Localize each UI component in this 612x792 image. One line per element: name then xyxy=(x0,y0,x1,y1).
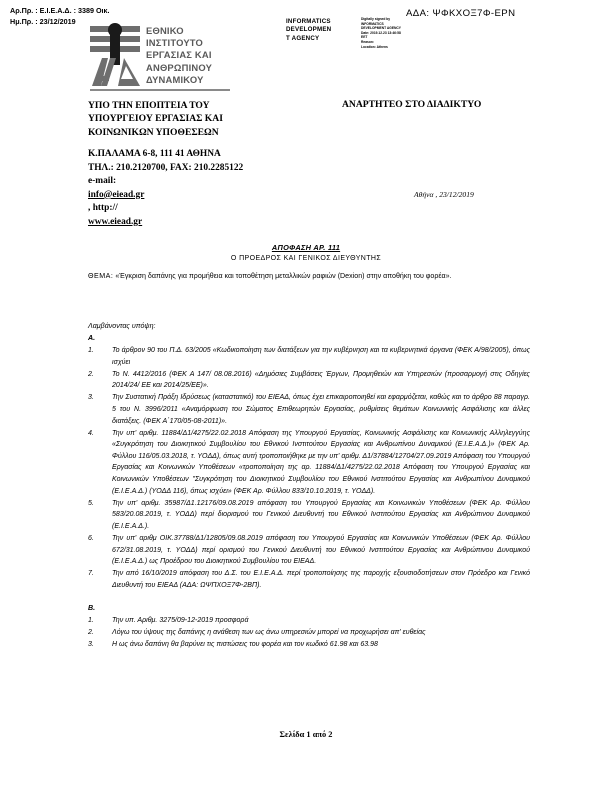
list-item xyxy=(88,392,530,427)
publication-notice: ΑΝΑΡΤΗΤΕΟ ΣΤΟ ΔΙΑΔΙΚΤΥΟ xyxy=(342,99,482,110)
signature-line-4: Date: 2019.12.23 13:46:58 xyxy=(361,30,401,35)
address-street: Κ.ΠΑΛΑΜΑ 6-8, 111 41 ΑΘΗΝΑ xyxy=(88,149,221,159)
list-item xyxy=(88,533,530,568)
logo-line-2: ΙΝΣΤΙΤΟΥΤΟ xyxy=(146,37,204,49)
list-item-text: Την από 16/10/2019 απόφαση του Δ.Σ. του Ε.Ι.Ε.Α.Δ. περί τροποποίησης της παροχής εξουσιοδοτήσεων στον Πρόεδρο και Γενικό Διευθυντή του ΕΙΕΑΔ (ΑΔΑ: ΩΨΠΧΟΞ7Φ-2ΒΠ). xyxy=(112,570,530,589)
email-label: e-mail: xyxy=(88,176,117,187)
address-email-line xyxy=(88,175,243,229)
logo-line-3: ΕΡΓΑΣΙΑΣ ΚΑΙ xyxy=(146,49,212,61)
logo-line-1: ΕΘΝΙΚΟ xyxy=(146,25,184,36)
ida-line-1: INFORMATICS xyxy=(286,18,331,25)
logo-underline xyxy=(90,89,230,91)
supervising-ministry xyxy=(88,99,223,139)
list-item-text: Την υπ' αριθμ. 35987/Δ1.12176/09.08.2019 απόφαση του Υπουργού Εργασίας και Κοινωνικών Υποθέσεων (ΦΕΚ Αρ. Φύλλου 583/20.08.2019, τ. ΥΟΔΔ) περί διορισμού του Γενικού Διευθυντή του Εθνικού Ινστιτούτου Εργασίας και Ανθρώπινου Δυναμικού (Ε.Ι.Ε.Α.Δ.). xyxy=(112,499,530,530)
list-item-number: 3. xyxy=(88,394,94,402)
logo-line-5: ΔΥΝΑΜΙΚΟΥ xyxy=(146,73,204,85)
subject-text: «Έγκριση δαπάνης για προμήθεια και τοποθέτηση μεταλλικών ραφιών (Dexion) στην αποθήκη του φορέα». xyxy=(115,272,452,280)
website-link[interactable]: www.eiead.gr xyxy=(88,216,143,227)
list-item-number: 2. xyxy=(88,629,94,637)
list-item-text: Το Ν. 4412/2016 (ΦΕΚ Α 147/ 08.08.2016) «Δημόσιες Συμβάσεις Έργων, Προμηθειών και Υπηρεσιών (προσαρμογή στις Οδηγίες 2014/24/ ΕΕ και 2014/25/ΕΕ)». xyxy=(112,370,530,390)
ministry-line-3: ΚΟΙΝΩΝΙΚΩΝ ΥΠΟΘΕΣΕΩΝ xyxy=(88,126,219,138)
signature-line-5: EET xyxy=(361,35,368,40)
address-phone-fax: ΤΗΛ.: 210.2120700, FAX: 210.2285122 xyxy=(88,162,244,173)
subject-label: ΘΕΜΑ: xyxy=(88,272,114,280)
signature-line-6: Reason: xyxy=(361,39,375,44)
ministry-line-1: ΥΠΟ ΤΗΝ ΕΠΟΠΤΕΙΑ ΤΟΥ xyxy=(88,100,210,111)
section-a-label: Α. xyxy=(88,334,96,342)
list-item xyxy=(88,639,530,651)
list-item-number: 2. xyxy=(88,370,94,378)
ida-line-3: T AGENCY xyxy=(286,34,320,42)
list-item-text: Την υπ' αριθμ ΟΙΚ.37788/Δ1/12805/09.08.2019 απόφαση του Υπουργού Εργασίας και Κοινωνικών Υποθέσεων (ΦΕΚ Αρ. Φύλλου 672/31.08.2019, τ. ΥΟΔΔ) περί ορισμού του Γενικού Διευθυντή του Εθνικού Ινστιτούτου Εργασίας και Ανθρώπινου Δυναμικού (Ε.Ι.Ε.Α.Δ.) ως Προέδρου του Διοικητικού Συμβουλίου του ΕΙΕΑΔ. xyxy=(112,535,530,566)
list-item-text: Την υπ' αριθμ. 11884/Δ1/4275/22.02.2018 Απόφαση της Υπουργού Εργασίας, Κοινωνικής Ασφάλισης και Κοινωνικής Αλληλεγγύης «Συγκρότηση του Διοικητικού Συμβουλίου του Εθνικού Ινστιτούτου Εργασίας και Ανθρωπίνου Δυναμικού (Ε.Ι.Ε.Α.Δ.)» (ΦΕΚ Αρ. Φύλλου 116/05.03.2018, τ. ΥΟΔΔ), όπως αυτή τροποποιήθηκε με την υπ' αριθμ. Δ1/37884/12704/27.09.2019 Απόφαση του Υπουργού Εργασίας και Κοινωνικών Υποθέσεων «τροποποίηση της αρ. 11884/Δ1/4275/22.02.2018 Απόφαση του Υπουργού Εργασίας και Κοινωνικών Υποθέσεων "Συγκρότηση του Διοικητικού Συμβουλίου του Εθνικού Ινστιτούτου Εργασίας και Ανθρωπίνου Δυναμικού (Ε.Ι.Ε.Α.Δ.) (ΥΟΔΔ 116), όπως ισχύει» (ΦΕΚ Αρ. Φύλλου 833/10.10.2019, τ. ΥΟΔΔ). xyxy=(112,429,530,495)
list-item-number: 5. xyxy=(88,499,94,507)
list-item xyxy=(88,568,530,591)
organization-name xyxy=(146,25,212,86)
decision-number-heading xyxy=(0,243,612,252)
email-link[interactable]: info@eiead.gr xyxy=(88,189,145,200)
list-item-number: 1. xyxy=(88,347,94,354)
list-item-number: 6. xyxy=(88,535,94,542)
list-item xyxy=(88,498,530,533)
logo-line-4: ΑΝΘΡΩΠΙΝΟΥ xyxy=(146,61,213,73)
eiead-logo-icon xyxy=(88,22,144,88)
email-separator: , http:// xyxy=(88,203,118,214)
list-item xyxy=(88,428,530,498)
section-a-list xyxy=(88,345,530,592)
subject-line xyxy=(88,270,528,283)
place-and-date: Αθήνα , 23/12/2019 xyxy=(414,190,474,199)
list-item-text: Την Συστατική Πράξη Ιδρύσεως (καταστατικό) του ΕΙΕΑΔ, όπως έχει επικαιροποιηθεί και εφαρμόζεται, καθώς και το άρθρο 88 παραγρ. 5 του Ν. 3996/2011 «Αναμόρφωση του Σώματος Επιθεωρητών Εργασίας, ρυθμίσεις θεμάτων Κοινωνικής Ασφάλισης και άλλες διατάξεις. (ΦΕΚ Α΄170/05-08-2011)». xyxy=(112,394,530,425)
digital-signature-block xyxy=(361,17,401,49)
list-item-text: Το άρθρον 90 του Π.Δ. 63/2005 «Κωδικοποίηση των διατάξεων για την κυβέρνηση και τα κυβερνητικά όργανα (ΦΕΚ Α/98/2005), όπως ισχύει xyxy=(112,347,530,366)
signature-line-1: Digitally signed by xyxy=(361,17,391,21)
informatics-development-agency-label xyxy=(286,18,331,43)
protocol-number: Αρ.Πρ. : Ε.Ι.Ε.Α.Δ. : 3389 Οικ. xyxy=(10,6,110,15)
section-b-list xyxy=(88,615,530,651)
list-item-text: Η ως άνω δαπάνη θα βαρύνει τις πιστώσεις του φορέα και τον κωδικό 61.98 και 63.98 xyxy=(112,641,378,649)
list-item-number: 4. xyxy=(88,429,94,437)
organization-logo xyxy=(88,22,238,94)
protocol-date: Ημ.Πρ. : 23/12/2019 xyxy=(10,16,76,26)
list-item xyxy=(88,345,530,368)
list-item-text: Την υπ. Αριθμ. 3275/09-12-2019 προσφορά xyxy=(112,617,249,624)
contact-address-block xyxy=(88,148,243,230)
list-item xyxy=(88,369,530,392)
ida-line-2: DEVELOPMEN xyxy=(286,26,332,34)
page-footer: Σελίδα 1 από 2 xyxy=(279,730,333,739)
decision-number-text: ΑΠΟΦΑΣΗ ΑΡ. 111 xyxy=(271,243,341,252)
considering-intro: Λαμβάνοντας υπόψη: xyxy=(88,322,156,330)
decision-signatory-title: Ο ΠΡΟΕΔΡΟΣ ΚΑΙ ΓΕΝΙΚΟΣ ΔΙΕΥΘΥΝΤΗΣ xyxy=(230,255,382,262)
ada-code: ΑΔΑ: ΨΦΚΧΟΞ7Φ-ΕΡΝ xyxy=(406,8,516,19)
list-item-text: Λόγω του ύψους της δαπάνης η ανάθεση των ως άνω υπηρεσιών μπορεί να προχωρήσει απ' ευθείας xyxy=(112,629,426,637)
list-item xyxy=(88,627,530,639)
list-item-number: 3. xyxy=(88,641,94,649)
list-item-number: 7. xyxy=(88,570,94,578)
list-item-number: 1. xyxy=(88,617,94,624)
section-b-label: Β. xyxy=(88,604,96,612)
list-item xyxy=(88,615,530,627)
signature-line-3: DEVELOPMENT AGENCY xyxy=(361,26,401,31)
ministry-line-2: ΥΠΟΥΡΓΕΙΟΥ ΕΡΓΑΣΙΑΣ ΚΑΙ xyxy=(88,113,223,125)
signature-line-2: INFORMATICS xyxy=(361,21,384,26)
signature-line-7: Location: Athens xyxy=(361,44,388,49)
